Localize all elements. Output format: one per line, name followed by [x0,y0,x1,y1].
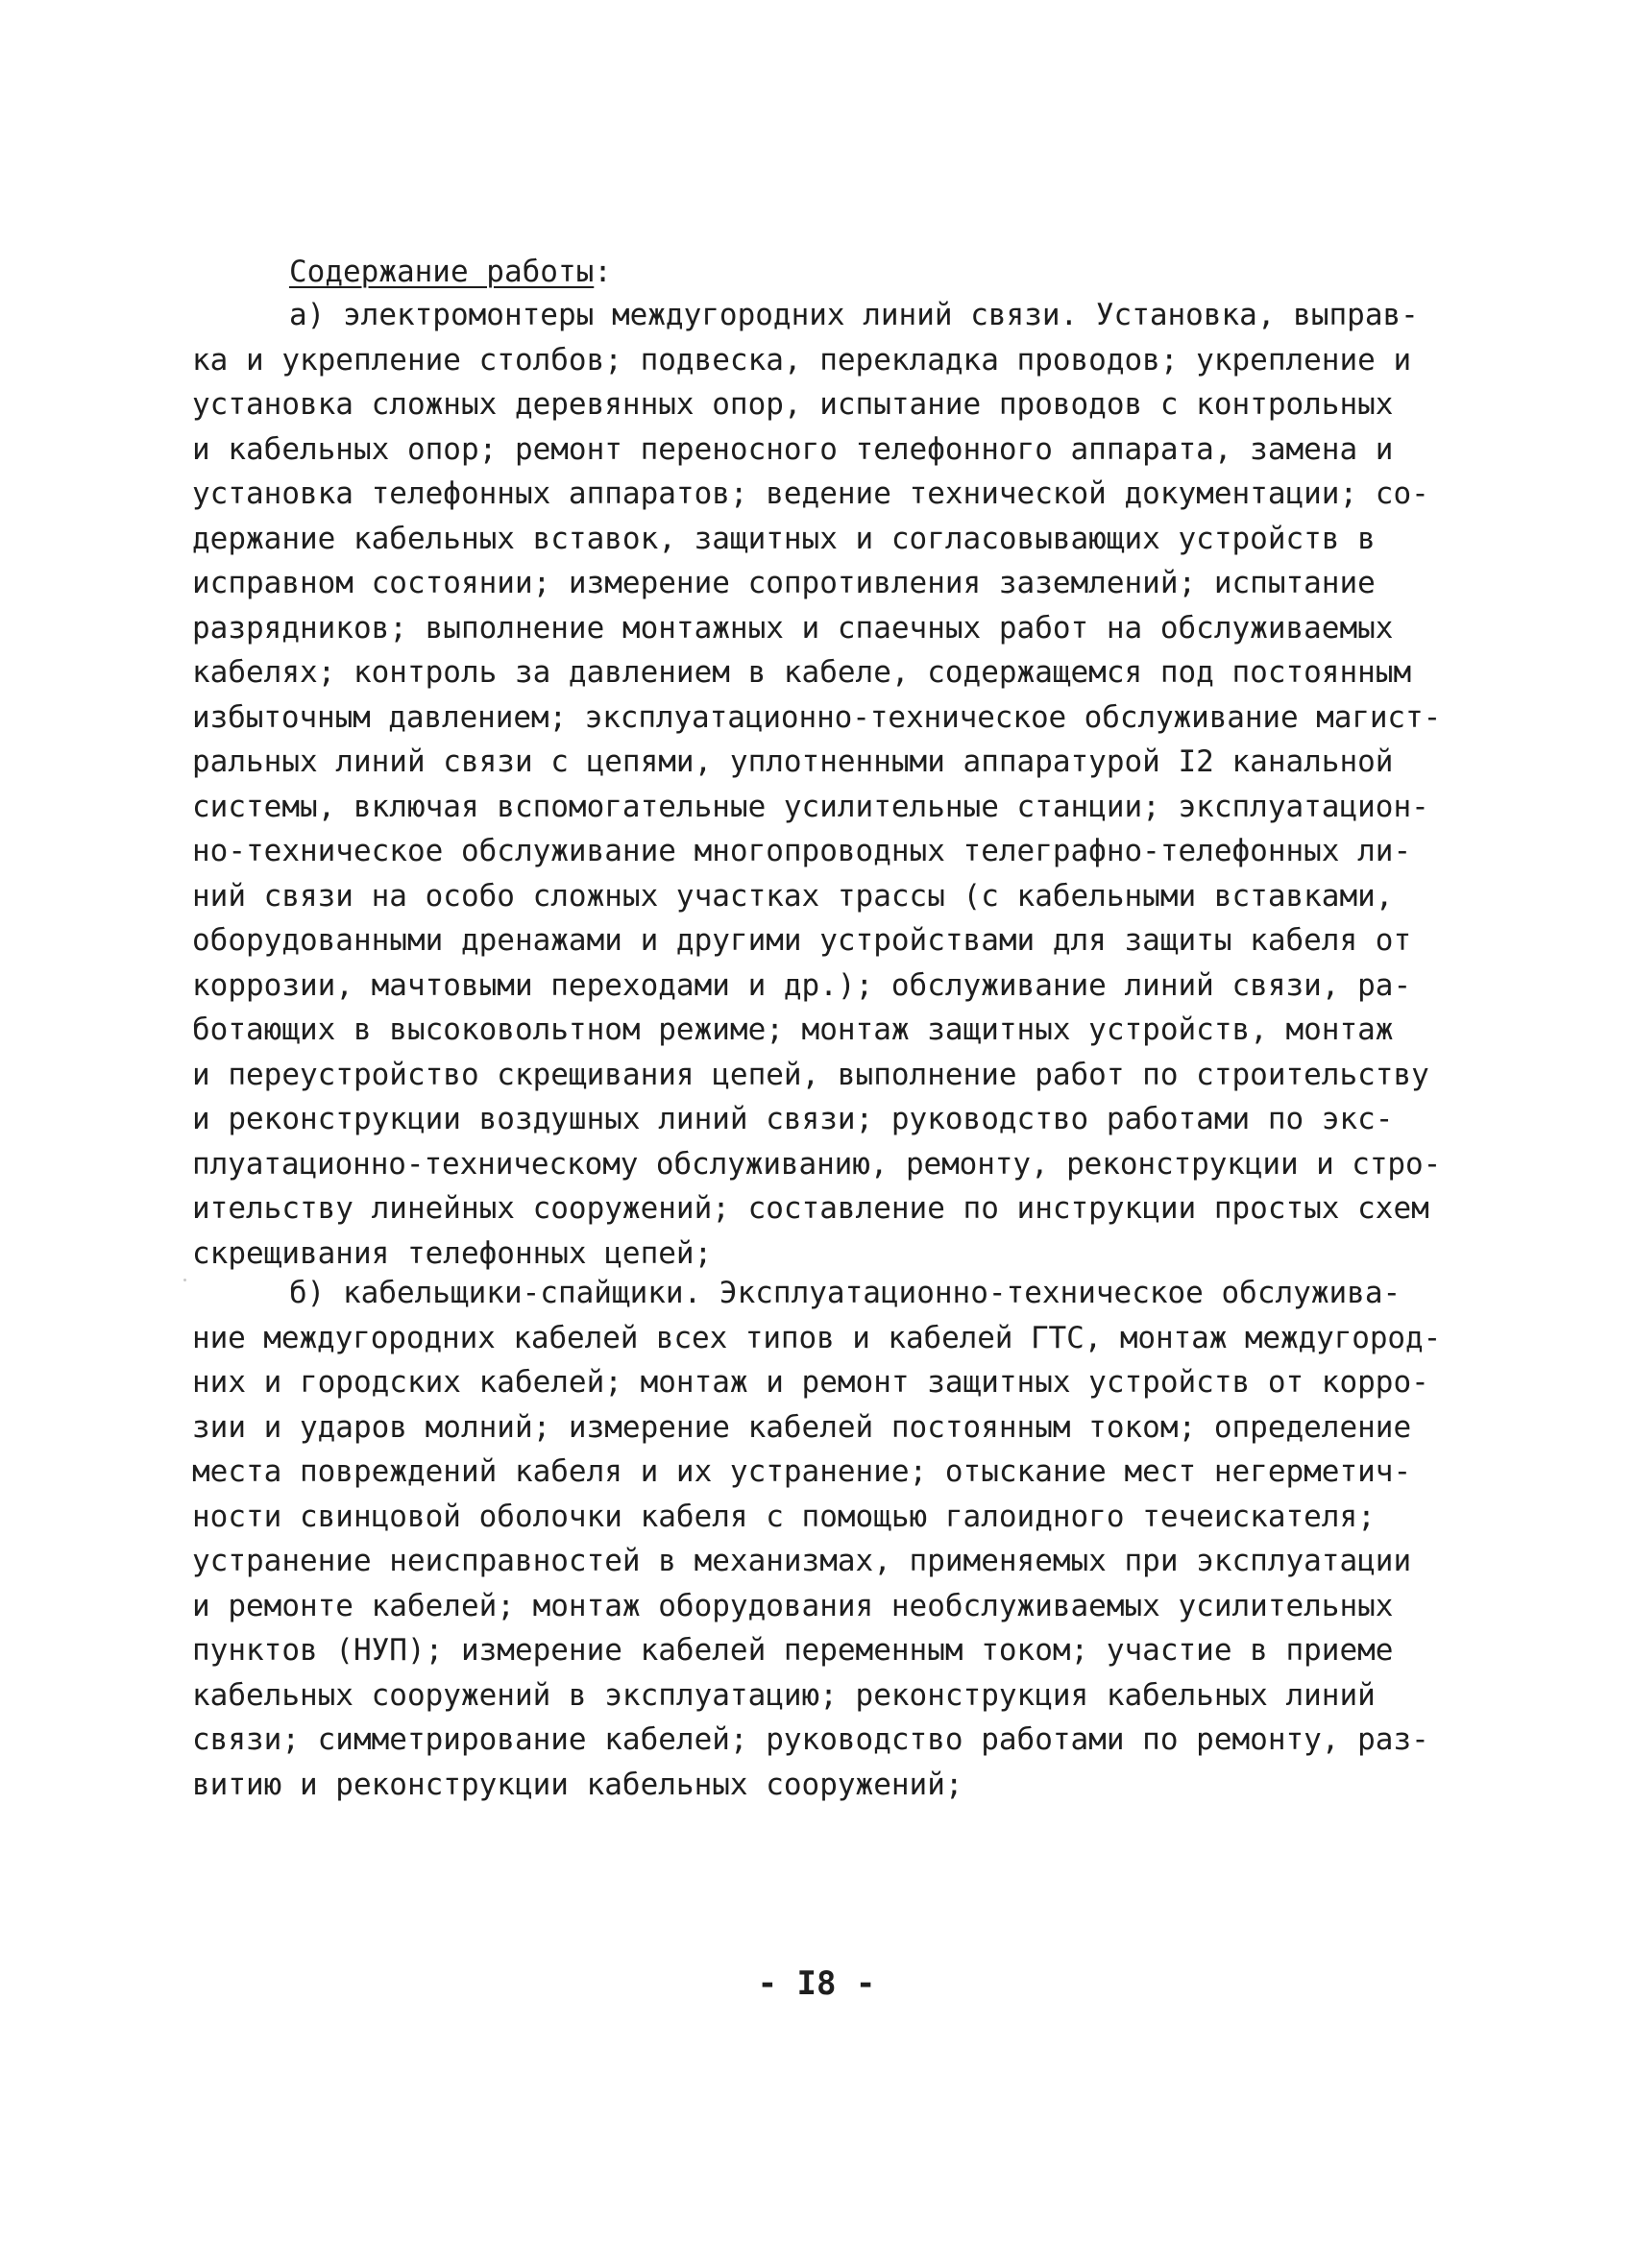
text-line: и реконструкции воздушных линий связи; руководство работами по экс- [192,1102,1394,1136]
text-line: кабелях; контроль за давлением в кабеле, содержащемся под постоянным [192,655,1412,690]
text-line: ка и укрепление столбов; подвеска, перекладка проводов; укрепление и [192,342,1412,378]
text-line: оборудованными дренажами и другими устройствами для защиты кабеля от [192,923,1412,958]
paragraph-electricians [192,293,1441,1276]
text-line: ботающих в высоковольтном режиме; монтаж защитных устройств, монтаж [192,1012,1394,1047]
scan-speck [183,1279,186,1281]
section-heading-text: Содержание работы [289,255,595,289]
text-line: и ремонте кабелей; монтаж оборудования необслуживаемых усилительных [192,1588,1394,1623]
text-line: места повреждений кабеля и их устранение; отыскание мест негерметич- [192,1454,1412,1489]
text-line: ние междугородних кабелей всех типов и кабелей ГТС, монтаж междугород- [192,1320,1442,1355]
text-line: них и городских кабелей; монтаж и ремонт защитных устройств от корро- [192,1365,1429,1400]
text-line: пунктов (НУП); измерение кабелей переменным током; участие в приеме [192,1633,1394,1668]
text-line: связи; симметрирование кабелей; руководство работами по ремонту, раз- [192,1722,1429,1757]
text-line: витию и реконструкции кабельных сооружений; [192,1767,963,1802]
section-heading [289,249,612,295]
text-line: устранение неисправностей в механизмах, применяемых при эксплуатации [192,1544,1412,1578]
text-line: а) электромонтеры междугородних линий связи. Установка, выправ- [289,298,1419,332]
text-line: исправном состоянии; измерение сопротивления заземлений; испытание [192,566,1376,600]
page-number: - I8 - [757,1964,876,2003]
text-line: установка сложных деревянных опор, испытание проводов с контрольных [192,387,1394,422]
text-line: ности свинцовой оболочки кабеля с помощью галоидного течеискателя; [192,1499,1376,1534]
text-line: плуатационно-техническому обслуживанию, ремонту, реконструкции и стро- [192,1146,1442,1182]
text-line: системы, включая вспомогательные усилительные станции; эксплуатацион- [192,789,1429,824]
text-line: разрядников; выполнение монтажных и спаечных работ на обслуживаемых [192,610,1394,646]
text-line: но-техническое обслуживание многопроводных телеграфно-телефонных ли- [192,834,1412,868]
text-line: скрещивания телефонных цепей; [192,1235,713,1271]
text-line: зии и ударов молний; измерение кабелей постоянным током; определение [192,1409,1412,1445]
text-line: кабельных сооружений в эксплуатацию; реконструкция кабельных линий [192,1677,1376,1713]
text-line: установка телефонных аппаратов; ведение технической документации; со- [192,476,1429,511]
text-line: избыточным давлением; эксплуатационно-техническое обслуживание магист- [192,699,1442,735]
text-line: и кабельных опор; ремонт переносного телефонного аппарата, замена и [192,431,1394,467]
text-line: коррозии, мачтовыми переходами и др.); обслуживание линий связи, ра- [192,967,1412,1003]
text-line: ральных линий связи с цепями, уплотненными аппаратурой I2 канальной [192,744,1394,779]
text-line: держание кабельных вставок, защитных и согласовывающих устройств в [192,521,1376,556]
text-line: ительству линейных сооружений; составление по инструкции простых схем [192,1191,1429,1226]
section-heading-colon: : [594,255,612,289]
text-line: и переустройство скрещивания цепей, выполнение работ по строительству [192,1057,1429,1092]
text-line: б) кабельщики-спайщики. Эксплуатационно-техническое обслужива- [289,1276,1401,1310]
text-line: ний связи на особо сложных участках трассы (с кабельными вставками, [192,878,1394,914]
paragraph-cable-splicers [192,1271,1441,1807]
